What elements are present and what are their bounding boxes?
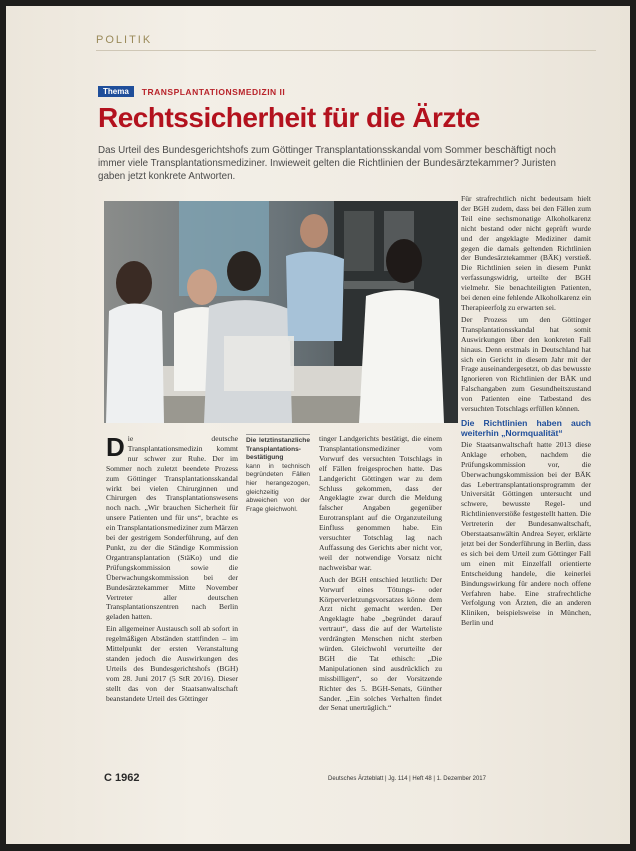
section-label: POLITIK — [96, 34, 153, 46]
section-divider — [96, 50, 596, 51]
col1-paragraph-1: ie deutsche Transplantationsmedizin kommt nur schwer zur Ruhe. Der im Sommer noch zuletzt beendete Prozess zum Göttinger Transplantationsskandal wirkt bei vielen Chirurginnen und Chirurgen des Transplantationswesens noch nach. „Wir brauchen Sicherheit für unsere Patienten und für uns“, brachte es ein Transplantationsmediziner zum Märzen bei der gestrigem Sonderführung, auf den Punkt, zu der die Ständige Kommission Organtransplantation (StäKo) und die Prüfungskommission sowie die Überwachungskommission bei der Bundesärztekammer Mitte November Vertreter aller deutschen Transplantationszentren nach Berlin geladen hatten. — [106, 434, 238, 622]
article-lead: Das Urteil des Bundesgerichtshofs zum Göttinger Transplantationsskandal vom Sommer beschäftigt noch immer viele Transplantationsmediziner. Inwieweit gelten die Richtlinien der Bundesärztekammer? Juristen gaben jetzt konkrete Antworten. — [98, 145, 556, 182]
article-column-2 — [319, 434, 442, 764]
sidebar-title: Die letztinstanzliche Transplantationsbestätigung — [246, 437, 310, 462]
column-subheading: Die Richtlinien haben auch weiterhin „Normqualität“ — [461, 417, 591, 438]
footer-citation: Deutsches Ärzteblatt | Jg. 114 | Heft 48 | 1. Dezember 2017 — [328, 776, 486, 782]
col3-paragraph-2: Auch der BGH entschied letztlich: Der Vorwurf eines Tötungs- oder Körperverletzungsvorsatzes könne dem Arzt nicht gemacht werden. Der Angeklagte habe „begründet darauf vertraut“, dass die auf der Warteliste verdrängten Menschen nicht sterben würden. Gleichwohl verurteilte der BGH die Tat ethisch: „Die Manipulationen sind ausdrücklich zu missbilligen“, so der Vorsitzende Richter des 5. BGH-Senats, Günther Sander. „Ein solches Verhalten findet der Senat unerträglich.“ — [319, 574, 442, 713]
article-column-3 — [461, 194, 591, 764]
kicker — [98, 86, 285, 97]
article-headline: Rechtssicherheit für die Ärzte — [98, 102, 480, 133]
col3-paragraph-1: tinger Landgerichts bestätigt, die einem Transplantationsmediziner vom Vorwurf des versuchten Totschlags in elf Fällen freigesprochen hatte. Das Landgericht Göttingen war zu dem Schluss gekommen, dass der Angeklagte zwar durch die Meldung falscher Angaben gegenüber Eurotransplant auf die Organzuteilung Einfluss genommen habe. Ein versuchter Totschlag lag nach Auffassung des Gerichts aber nicht vor, weil der notwendige Vorsatz nicht nachweisbar war. — [319, 434, 442, 572]
sidebar-note — [246, 434, 310, 514]
article-column-1 — [106, 434, 238, 764]
col1-paragraph-2: Ein allgemeiner Austausch soll ab sofort in regelmäßigen Abständen stattfinden – im Mittelpunkt der ersten Veranstaltung standen jedoch die Auswirkungen des Urteils des Bundesgerichtshofs (BGH) vom 28. Juni 2017 (5 StR 20/16). Dieser stellt das von der Staatsanwaltschaft beanstandete Urteil des Göttinger — [106, 624, 238, 703]
col4-paragraph-3: Die Staatsanwaltschaft hatte 2013 diese Anklage erhoben, nachdem die Prüfungskommission vor, die Überwachungskommission bei der BÄK das Lebertransplantationsprogramm der Universität Göttingen untersucht und schwere, bewusste Regel- und Richtlinienverstöße festgestellt hatten. Die Vertreterin der Bundesanwaltschaft, Oberstaatsanwältin Andrea Seyer, erklärte jetzt bei der Sonderführung in Berlin, dass es sich bei dem Urteil zum Göttinger Fall um einen mit Einzelfall orientierte Entscheidung handele, die keinerlei Bindungswirkung für andere noch offene Verfahren habe. Eine strafrechtliche Verfolgung von Ärzten, die an anderen Kliniken, beispielsweise in München, Berlin und — [461, 439, 591, 628]
doctors-meeting-illustration — [104, 201, 458, 423]
kicker-topic: TRANSPLANTATIONSMEDIZIN II — [141, 86, 286, 97]
col4-paragraph-1: Für strafrechtlich nicht bedeutsam hielt der BGH zudem, dass bei den Fällen zum Teil eine sechsmonatige Alkoholkarenz nicht bestand oder nicht geprüft wurde und der angeklagte Mediziner damit gegen die damals geltenden Richtlinien der Bundesärztekammer (BÄK) verstieß. Die Richtlinien seien in diesem Punkt verfassungswidrig, urteilte der BGH vielmehr. Sie benachteiligten Patienten, bei denen eine fehlende Alkoholkarenz ein Therapieerfolg zu erwarten sei. — [461, 194, 591, 312]
dropcap: D — [106, 434, 125, 462]
page-number: C 1962 — [104, 772, 140, 784]
article-photo — [104, 201, 458, 423]
sidebar-text: kann in technisch begründeten Fällen hier herangezogen, gleichzeitig abweichen von der Frage gleichwohl. — [246, 462, 310, 513]
col4-paragraph-2: Der Prozess um den Göttinger Transplantationsskandal hat somit Auswirkungen über den konkreten Fall hinaus. Denn erstmals in Deutschland hat sich ein Gericht in diesem Jahr mit der Frage auseinandergesetzt, ob das bewusste Ignorieren von Richtlinien der BÄK und Falschangaben zum Gesundheitszustand von Patienten eine Tatbestand des versuchten Totschlags erfüllen können. — [461, 314, 591, 414]
magazine-page — [6, 6, 630, 844]
kicker-tag: Thema — [98, 86, 134, 97]
